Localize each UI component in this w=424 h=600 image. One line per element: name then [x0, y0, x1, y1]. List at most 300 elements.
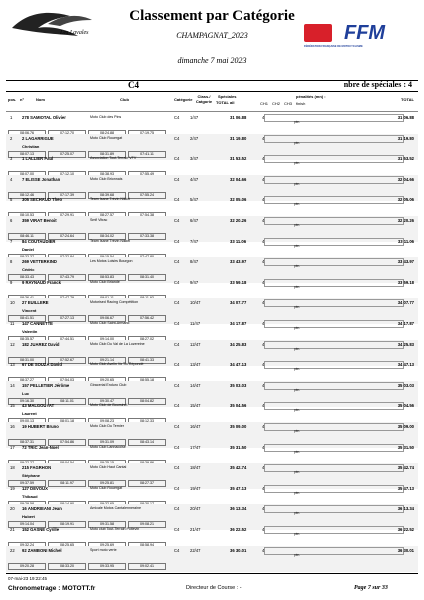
- rider-total-all: 33 43.97: [230, 259, 247, 265]
- col-total-all: TOTAL all: [216, 100, 235, 105]
- penalty-box: [264, 176, 404, 184]
- special-time: 09:06.67: [88, 315, 126, 322]
- rider-lastname: JUAREZ David: [30, 341, 60, 347]
- special-time: 08:53.83: [88, 274, 126, 281]
- rider-specials: 4: [262, 279, 265, 285]
- special-time: 08:11.97: [48, 480, 86, 487]
- rider-number: 127: [22, 485, 29, 491]
- rider-total: 31 06.88: [397, 115, 414, 120]
- rider-category: C4: [174, 259, 180, 265]
- result-position: 6: [10, 218, 13, 223]
- rider-club: Association Tout-Terrain VFV: [90, 156, 137, 161]
- rider-class-rank: 13/47: [190, 362, 201, 368]
- rider-club: Team Isane Trévin Nikkei: [90, 197, 131, 202]
- result-main-line: [6, 319, 418, 328]
- footer-timestamp: 07-mai-23 19:22:45: [8, 576, 48, 581]
- rider-firstname: Christian: [22, 143, 40, 149]
- rider-number: 305: [22, 197, 29, 203]
- rider-firstname: Vincent: [22, 308, 37, 314]
- special-time: 09:02.41: [128, 563, 166, 570]
- rider-lastname: TRIC Jean-Noel: [27, 444, 59, 450]
- rider-category: C4: [174, 382, 180, 388]
- rider-name: [22, 280, 61, 285]
- rider-number: 152: [22, 527, 29, 532]
- penalty-box: [264, 547, 404, 555]
- rider-total-all: 32 05.06: [230, 197, 247, 203]
- footer-page-number: Page 7 sur 33: [354, 585, 388, 591]
- rider-name: [22, 548, 62, 553]
- penalty-box: [264, 444, 404, 452]
- rider-name: [22, 424, 59, 429]
- rider-total-all: 33 11.06: [230, 238, 247, 244]
- result-position: 9: [10, 279, 13, 285]
- special-time: 08:37.31: [8, 439, 46, 446]
- rider-name: [22, 342, 60, 347]
- rider-total: 32 05.06: [397, 197, 414, 203]
- rider-category: C4: [174, 238, 180, 244]
- rider-club: Moto Club Brionnais: [90, 176, 123, 181]
- penalty-box: [264, 526, 404, 534]
- rider-specials: 4: [262, 382, 265, 388]
- rider-total-all: 34 25.83: [230, 341, 247, 347]
- special-time: 07:25.07: [48, 151, 86, 158]
- rider-lastname: LALLIER Paul: [25, 156, 54, 162]
- rider-club: Moto Club Avelin Vo Tin Répondé: [90, 362, 144, 367]
- penalty-label: pén.: [294, 305, 301, 310]
- rider-specials: 4: [262, 403, 265, 409]
- rider-firstname: Daniel: [22, 246, 35, 252]
- result-position: 14: [10, 382, 15, 388]
- rider-specials: 4: [262, 135, 265, 141]
- rider-club: Moto Club Lannacoise: [90, 444, 126, 449]
- rider-number: 19: [22, 424, 27, 429]
- result-position: 20: [10, 506, 15, 512]
- rider-class-rank: 22/47: [190, 547, 201, 553]
- result-main-line: [6, 175, 418, 184]
- rider-club: Sport moto verte: [90, 547, 117, 552]
- rider-category: C4: [174, 362, 180, 368]
- rider-name: [22, 300, 49, 305]
- rider-total-all: 35 03.03: [230, 382, 247, 388]
- rider-category: C4: [174, 279, 180, 285]
- rider-total: 34 25.83: [397, 341, 414, 347]
- penalty-box: [264, 485, 404, 493]
- rider-total: 34 07.77: [397, 300, 414, 306]
- special-time: 09:31.58: [88, 521, 126, 528]
- rider-total-all: 35 04.56: [230, 403, 247, 409]
- rider-name: [22, 115, 66, 120]
- rider-lastname: MALGOUYAT: [27, 403, 55, 409]
- rider-class-rank: 17/47: [190, 444, 201, 450]
- rider-club: Moto Club Rouergat: [90, 135, 123, 140]
- svg-text:FFM: FFM: [344, 22, 386, 44]
- ffm-logo-icon: [304, 22, 398, 44]
- rider-name: [22, 218, 57, 223]
- rider-number: 269: [22, 259, 29, 265]
- club-logo-text: Les Lavales: [60, 30, 89, 36]
- rider-total: 35 03.03: [397, 382, 414, 388]
- result-position: 4: [10, 176, 13, 182]
- rider-specials: 4: [262, 176, 265, 182]
- special-time: 08:31.00: [8, 357, 46, 364]
- rider-lastname: ZAMBONI Michel: [27, 547, 62, 553]
- result-position: 13: [10, 362, 15, 368]
- rider-total-all: 32 04.66: [230, 176, 247, 182]
- penalty-label: pén.: [294, 223, 301, 227]
- category-name: C4: [128, 80, 139, 90]
- result-position: 17: [10, 444, 15, 450]
- rider-club: Motorised Racing Compétition: [90, 300, 139, 305]
- result-main-line: [6, 278, 418, 287]
- rider-club: Team Isane Trévin Nikkei: [90, 238, 131, 243]
- rider-name: [22, 156, 53, 161]
- penalty-label: pén.: [294, 284, 301, 289]
- rider-name: [22, 239, 55, 244]
- rider-number: 157: [22, 382, 29, 388]
- penalty-box: [264, 217, 404, 225]
- rider-name: [22, 383, 69, 388]
- rider-total-all: 34 07.77: [230, 300, 247, 306]
- penalty-label: pén.: [294, 326, 301, 330]
- rider-category: C4: [174, 218, 180, 223]
- rider-total: 35 04.56: [397, 403, 414, 409]
- rider-specials: 4: [262, 547, 265, 553]
- special-time: 08:43.14: [128, 439, 166, 446]
- rider-number: 2: [22, 135, 25, 141]
- footer-chrono: Chronometrage : MOTOTT.fr: [8, 585, 96, 592]
- rider-total-all: 35 09.00: [230, 424, 247, 429]
- rider-lastname: HUBERT Bruno: [27, 424, 59, 429]
- result-main-line: [6, 381, 418, 390]
- result-main-line: [6, 484, 418, 493]
- event-name: CHAMPAGNAT_2023: [176, 31, 248, 40]
- col-club: Club: [120, 97, 129, 102]
- penalty-label: pén.: [294, 511, 301, 516]
- rider-club: Amicale Motos Cantalenneraine: [90, 506, 141, 511]
- rider-specials: 4: [262, 362, 265, 368]
- rider-number: 67: [22, 362, 27, 368]
- penalty-label: pén.: [294, 532, 301, 536]
- special-time: 08:12.46: [8, 192, 46, 199]
- rider-lastname: VIRAT Benoit: [30, 218, 57, 223]
- rider-class-rank: 16/47: [190, 424, 201, 429]
- penalty-label: pén.: [294, 367, 301, 372]
- penalty-label: pén.: [294, 429, 301, 433]
- col-finish: finish: [296, 101, 306, 106]
- category-bar: [6, 80, 418, 92]
- rider-number: 147: [22, 321, 29, 326]
- result-position: 8: [10, 259, 13, 265]
- special-time: 07:52.67: [48, 357, 86, 364]
- rider-lastname: SAMIOTAL Olivier: [30, 115, 66, 120]
- penalty-label: pén.: [294, 140, 301, 145]
- rider-lastname: CANNETTE: [30, 321, 53, 326]
- rider-total: 33 11.06: [397, 238, 414, 244]
- rider-lastname: LAGARRIGUE: [25, 135, 54, 141]
- penalty-label: pén.: [294, 387, 301, 392]
- special-time: 08:11.01: [48, 398, 86, 405]
- rider-total-all: 32 20.26: [230, 218, 247, 223]
- col-nom: Nom: [36, 97, 45, 102]
- rider-class-rank: 1/47: [190, 115, 199, 120]
- special-time: 09:25.81: [88, 480, 126, 487]
- penalty-label: pén.: [294, 120, 301, 124]
- rider-class-rank: 3/47: [190, 156, 199, 162]
- special-time: 09:33.95: [88, 563, 126, 570]
- rider-club: Moto Club des Pins: [90, 115, 122, 119]
- rider-number: 182: [22, 341, 29, 347]
- special-time: 08:33.43: [8, 274, 46, 281]
- rider-name: [22, 465, 51, 470]
- rider-specials: 4: [262, 321, 265, 326]
- rider-club: Moto Club Rouergat: [90, 485, 123, 490]
- rider-total: 31 53.52: [397, 156, 414, 162]
- rider-class-rank: 5/47: [190, 197, 199, 203]
- rider-club: Moto Club Du Ternier: [90, 424, 124, 428]
- rider-club: Moto Club Du Val de La Lozereine: [90, 341, 145, 346]
- rider-number: 1: [22, 156, 25, 162]
- penalty-box: [264, 238, 404, 246]
- penalty-label: pén.: [294, 181, 301, 186]
- special-time: 08:31.40: [128, 274, 166, 281]
- result-position: 12: [10, 341, 15, 347]
- rider-number: 84: [22, 238, 27, 244]
- penalty-label: pén.: [294, 470, 301, 475]
- rider-total-all: 34 17.87: [230, 321, 247, 326]
- special-time: 09:16.30: [8, 398, 46, 405]
- result-main-line: [6, 134, 418, 143]
- result-main-line: [6, 340, 418, 349]
- rider-category: C4: [174, 444, 180, 450]
- rider-class-rank: 2/47: [190, 135, 199, 141]
- rider-total: 35 42.74: [397, 465, 414, 471]
- col-classt: Class./ Catgorie: [195, 94, 213, 104]
- rider-club: Moto Club Saint-Armand: [90, 321, 130, 325]
- rider-specials: 4: [262, 341, 265, 347]
- rider-number: 278: [22, 115, 29, 120]
- rider-number: 92: [22, 547, 27, 553]
- rider-total-all: 31 53.52: [230, 156, 247, 162]
- col-categorie: Catégorie: [174, 97, 193, 102]
- result-position: 18: [10, 465, 15, 471]
- penalty-label: pén.: [294, 243, 301, 248]
- rider-specials: 4: [262, 527, 265, 532]
- col-total: TOTAL: [401, 97, 414, 102]
- rider-lastname: EUILLERE: [27, 300, 49, 306]
- rider-total: 35 09.00: [397, 424, 414, 429]
- special-time: 09:30.47: [88, 398, 126, 405]
- special-time: 07:24.64: [48, 233, 86, 240]
- rider-class-rank: 19/47: [190, 485, 201, 491]
- rider-class-rank: 8/47: [190, 259, 199, 265]
- result-row: [6, 546, 418, 572]
- event-date: dimanche 7 mai 2023: [177, 56, 247, 65]
- rider-number: 215: [22, 465, 29, 471]
- rider-category: C4: [174, 485, 180, 491]
- rider-number: 7: [22, 176, 25, 182]
- rider-specials: 4: [262, 238, 265, 244]
- special-time: 07:43.79: [48, 274, 86, 281]
- rider-class-rank: 6/47: [190, 218, 199, 223]
- rider-category: C4: [174, 527, 180, 532]
- result-position: 2: [10, 135, 13, 141]
- rider-specials: 4: [262, 259, 265, 265]
- rider-lastname: ANDRIEANI Jean: [27, 506, 62, 512]
- rider-number: 43: [22, 403, 27, 409]
- rider-total-all: 36 30.01: [230, 547, 247, 553]
- rider-total-all: 35 42.74: [230, 465, 247, 471]
- rider-category: C4: [174, 424, 180, 429]
- special-time: 07:56.42: [128, 315, 166, 322]
- rider-name: [22, 403, 54, 408]
- special-time: 08:07.13: [8, 151, 46, 158]
- rider-category: C4: [174, 197, 180, 203]
- rider-name: [22, 486, 48, 491]
- result-position: 10: [10, 300, 15, 306]
- special-time: 08:39.68: [88, 192, 126, 199]
- rider-lastname: FAGRHON: [30, 465, 52, 471]
- rider-firstname: Valentin: [22, 329, 38, 334]
- special-time: 09:08.21: [128, 521, 166, 528]
- rider-category: C4: [174, 547, 180, 553]
- result-main-line: [6, 443, 418, 452]
- result-main-line: [6, 237, 418, 246]
- result-position: 11: [10, 321, 15, 326]
- rider-number: 72: [22, 444, 27, 450]
- result-position: 16: [10, 424, 15, 429]
- result-position: 1: [10, 115, 13, 120]
- rider-lastname: RAYNAUD Franck: [25, 279, 61, 285]
- penalty-box: [264, 320, 404, 328]
- rider-total: 33 59.18: [397, 279, 414, 285]
- penalty-box: [264, 114, 404, 122]
- rider-total: 36 22.52: [397, 527, 414, 532]
- penalty-label: pén.: [294, 449, 301, 454]
- special-time: 08:04.82: [128, 398, 166, 405]
- rider-club: Smfl Vitrac: [90, 218, 108, 222]
- penalty-box: [264, 135, 404, 143]
- rider-class-rank: 4/47: [190, 176, 199, 182]
- special-time: 09:20.28: [8, 563, 46, 570]
- rider-lastname: ELISSE Jonathan: [25, 176, 61, 182]
- rider-category: C4: [174, 321, 180, 326]
- penalty-label: pén.: [294, 346, 301, 351]
- rider-specials: 4: [262, 300, 265, 306]
- rider-class-rank: 7/47: [190, 238, 199, 244]
- rider-total: 32 20.26: [397, 218, 414, 223]
- rider-name: [22, 136, 54, 141]
- rider-class-rank: 11/47: [190, 321, 201, 326]
- rider-specials: 4: [262, 424, 265, 429]
- result-main-line: [6, 546, 418, 555]
- special-time: 09:37.59: [8, 480, 46, 487]
- rider-category: C4: [174, 300, 180, 306]
- result-position: 15: [10, 403, 15, 409]
- rider-specials: 4: [262, 506, 265, 512]
- rider-lastname: COUTAUDIER: [27, 238, 56, 244]
- rider-category: C4: [174, 403, 180, 409]
- rider-category: C4: [174, 506, 180, 512]
- rider-total: 31 19.80: [397, 135, 414, 141]
- rider-number: 359: [22, 218, 29, 223]
- penalty-label: pén.: [294, 264, 301, 269]
- rider-total-all: 36 22.52: [230, 527, 247, 532]
- rider-class-rank: 12/47: [190, 341, 201, 347]
- rider-name: [22, 527, 59, 532]
- result-position: 19: [10, 485, 15, 491]
- rider-class-rank: 20/47: [190, 506, 201, 512]
- rider-club: Les Motos Loisirs Bourgon: [90, 259, 133, 264]
- rider-class-rank: 10/47: [190, 300, 201, 306]
- special-time: 08:41.33: [128, 357, 166, 364]
- rider-name: [22, 445, 59, 450]
- col-specials: Spéciales: [218, 94, 237, 99]
- rider-club: Moto Club de Boursinet: [90, 403, 128, 408]
- special-time: 07:33.38: [128, 233, 166, 240]
- result-main-line: [6, 113, 418, 122]
- rider-category: C4: [174, 135, 180, 141]
- penalty-box: [264, 423, 404, 431]
- rider-lastname: SECHAUD Theo: [30, 197, 63, 203]
- result-position: 3: [10, 156, 13, 162]
- rider-lastname: PELLETIER Jérôme: [30, 382, 70, 388]
- rider-total: 33 43.97: [397, 259, 414, 265]
- rider-total-all: 31 06.88: [230, 115, 247, 120]
- penalty-label: pén.: [294, 552, 301, 557]
- rider-firstname: Cédric: [22, 267, 35, 273]
- col-pos: pos.: [8, 97, 17, 102]
- rider-number: 9: [22, 279, 25, 285]
- special-time: 08:46.11: [8, 233, 46, 240]
- special-time: 09:31.09: [88, 439, 126, 446]
- rider-specials: 4: [262, 485, 265, 491]
- penalty-box: [264, 341, 404, 349]
- footer-director: Directeur de Course : -: [186, 585, 242, 591]
- rider-firstname: Hubert: [22, 514, 35, 520]
- rider-total: 32 04.66: [397, 176, 414, 182]
- special-time: 08:19.91: [48, 521, 86, 528]
- rider-category: C4: [174, 115, 180, 120]
- footer-divider: [6, 573, 418, 574]
- col-penalites: pénalités (mn) :: [296, 94, 326, 99]
- rider-club: Giracerial Enduro Club: [90, 382, 127, 387]
- result-position: 7: [10, 238, 13, 244]
- result-position: 21: [10, 527, 15, 532]
- rider-name: [22, 259, 57, 264]
- rider-name: [22, 362, 62, 367]
- special-time: 09:21.14: [88, 357, 126, 364]
- rider-total: 36 13.34: [397, 506, 414, 512]
- rider-name: [22, 506, 62, 511]
- rider-total-all: 34 47.13: [230, 362, 247, 368]
- penalty-label: pén.: [294, 490, 301, 495]
- special-time: 07:17.39: [48, 192, 86, 199]
- penalty-label: pén.: [294, 202, 301, 207]
- rider-total-all: 33 59.18: [230, 279, 247, 285]
- col-num: n°: [20, 97, 25, 102]
- col-ch1: CH1: [260, 101, 269, 106]
- result-position: 22: [10, 547, 15, 553]
- rider-total: 34 47.13: [397, 362, 414, 368]
- special-time: 09:14.04: [8, 521, 46, 528]
- rider-category: C4: [174, 176, 180, 182]
- rider-class-rank: 14/47: [190, 382, 201, 388]
- special-time: 07:55.24: [128, 192, 166, 199]
- rider-total-all: 35 47.13: [230, 485, 247, 491]
- rider-firstname: Stéphane: [22, 473, 41, 479]
- rider-total: 35 31.50: [397, 444, 414, 450]
- result-main-line: [6, 422, 418, 431]
